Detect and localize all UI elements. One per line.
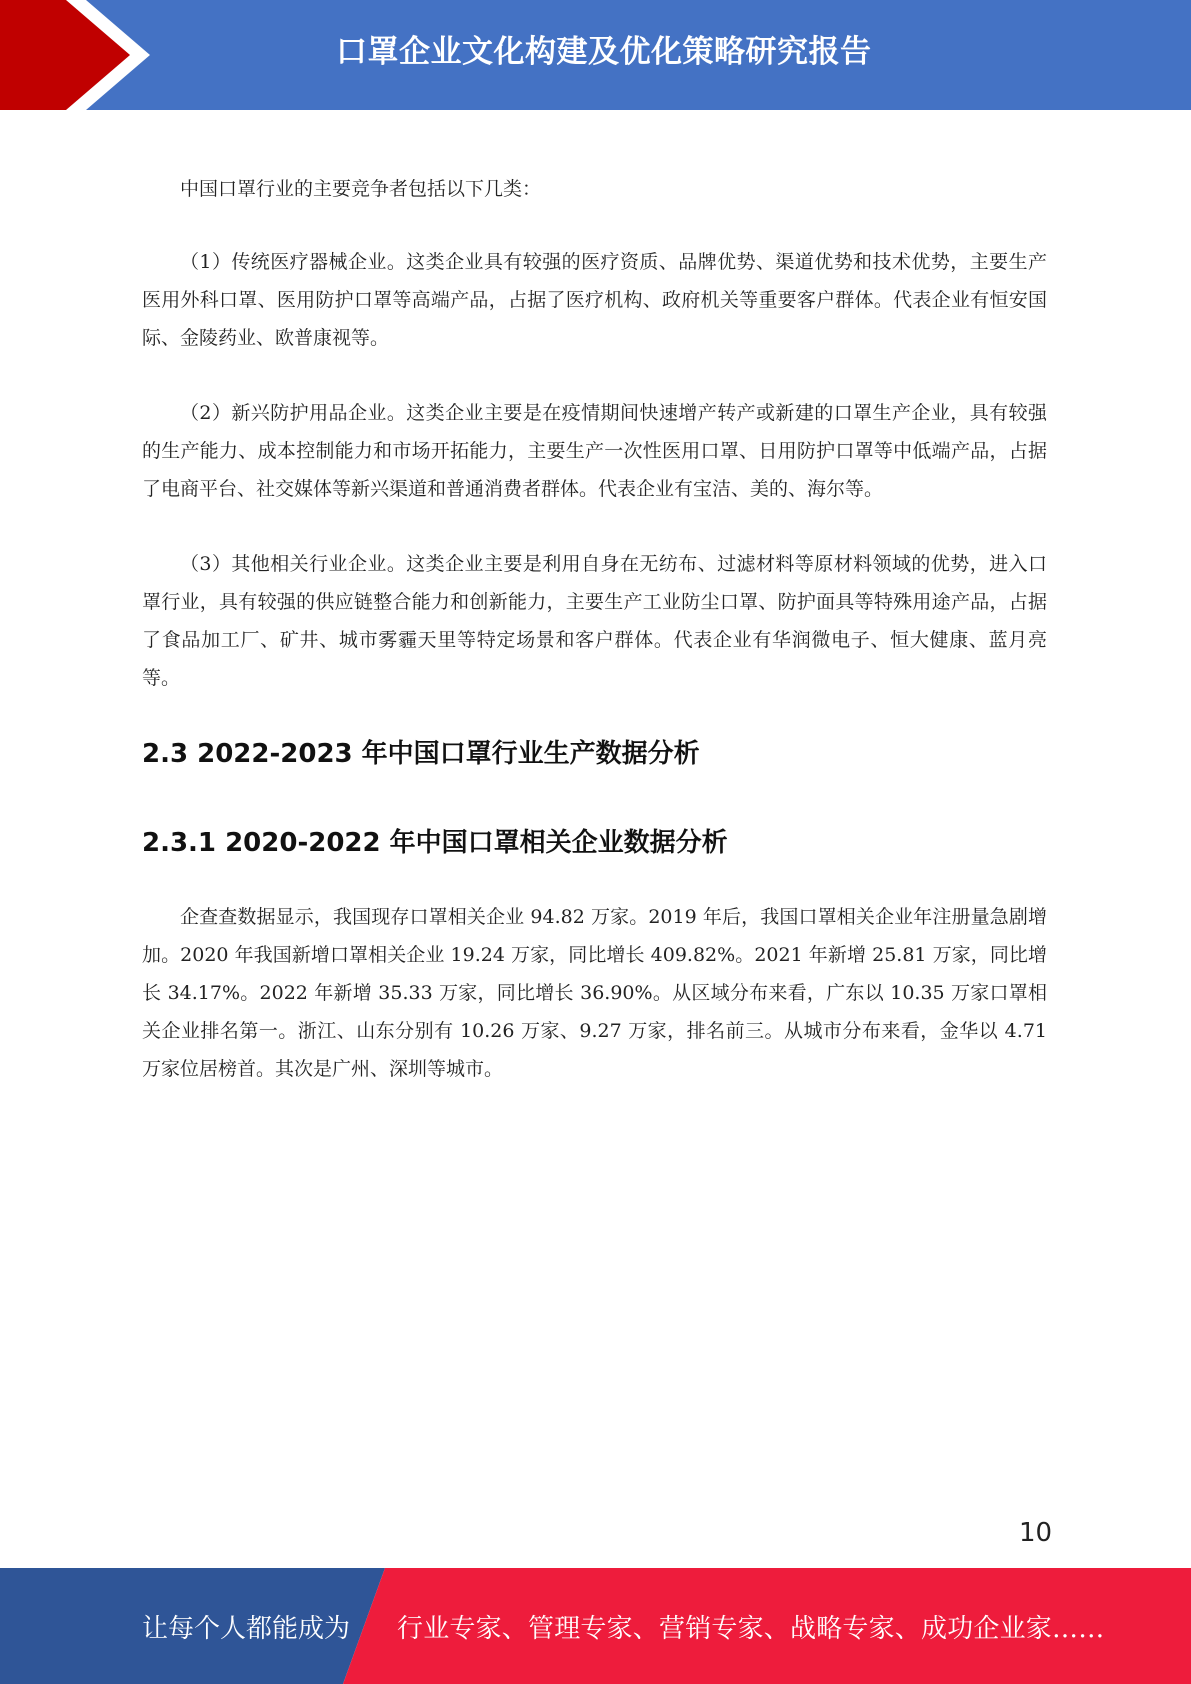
header-arrow-icon	[0, 0, 160, 110]
intro-paragraph: 中国口罩行业的主要竞争者包括以下几类：	[180, 178, 542, 200]
section-heading: 2.3 2022-2023 年中国口罩行业生产数据分析	[142, 739, 700, 769]
competitor-paragraph-2: （2）新兴防护用品企业。这类企业主要是在疫情期间快速增产转产或新建的口罩生产企业，具有较强的生产能力、成本控制能力和市场开拓能力，主要生产一次性医用口罩、日用防护口罩等中低端产品，占据了电商平台、社交媒体等新兴渠道和普通消费者群体。代表企业有宝洁、美的、海尔等。	[142, 402, 1047, 500]
footer-slogan-right: 行业专家、管理专家、营销专家、战略专家、成功企业家……	[397, 1614, 1105, 1644]
page-number: 10	[1019, 1518, 1053, 1548]
footer-slogan-left: 让每个人都能成为	[142, 1614, 351, 1644]
subsection-heading: 2.3.1 2020-2022 年中国口罩相关企业数据分析	[142, 828, 728, 858]
header-arrow-red-chevron	[0, 0, 130, 110]
competitor-paragraph-3: （3）其他相关行业企业。这类企业主要是利用自身在无纺布、过滤材料等原材料领域的优势，进入口罩行业，具有较强的供应链整合能力和创新能力，主要生产工业防尘口罩、防护面具等特殊用途产品，占据了食品加工厂、矿井、城市雾霾天里等特定场景和客户群体。代表企业有华润微电子、恒大健康、蓝月亮等。	[142, 553, 1047, 689]
header-banner	[0, 0, 1191, 110]
page-content	[142, 170, 1047, 1125]
competitor-paragraph-1: （1）传统医疗器械企业。这类企业具有较强的医疗资质、品牌优势、渠道优势和技术优势，主要生产医用外科口罩、医用防护口罩等高端产品，占据了医疗机构、政府机关等重要客户群体。代表企业有恒安国际、金陵药业、欧普康视等。	[142, 251, 1047, 349]
footer-banner	[0, 1568, 1191, 1684]
data-paragraph: 企查查数据显示，我国现存口罩相关企业 94.82 万家。2019 年后，我国口罩相关企业年注册量急剧增加。2020 年我国新增口罩相关企业 19.24 万家，同比增长 409.82%。2021 年新增 25.81 万家，同比增长 34.17%。2022 年新增 35.33 万家，同比增长 36.90%。从区域分布来看，广东以 10.35 万家口罩相关企业排名第一。浙江、山东分别有 10.26 万家、9.27 万家，排名前三。从城市分布来看，金华以 4.71 万家位居榜首。其次是广州、深圳等城市。	[142, 906, 1047, 1080]
document-title: 口罩企业文化构建及优化策略研究报告	[336, 34, 872, 70]
